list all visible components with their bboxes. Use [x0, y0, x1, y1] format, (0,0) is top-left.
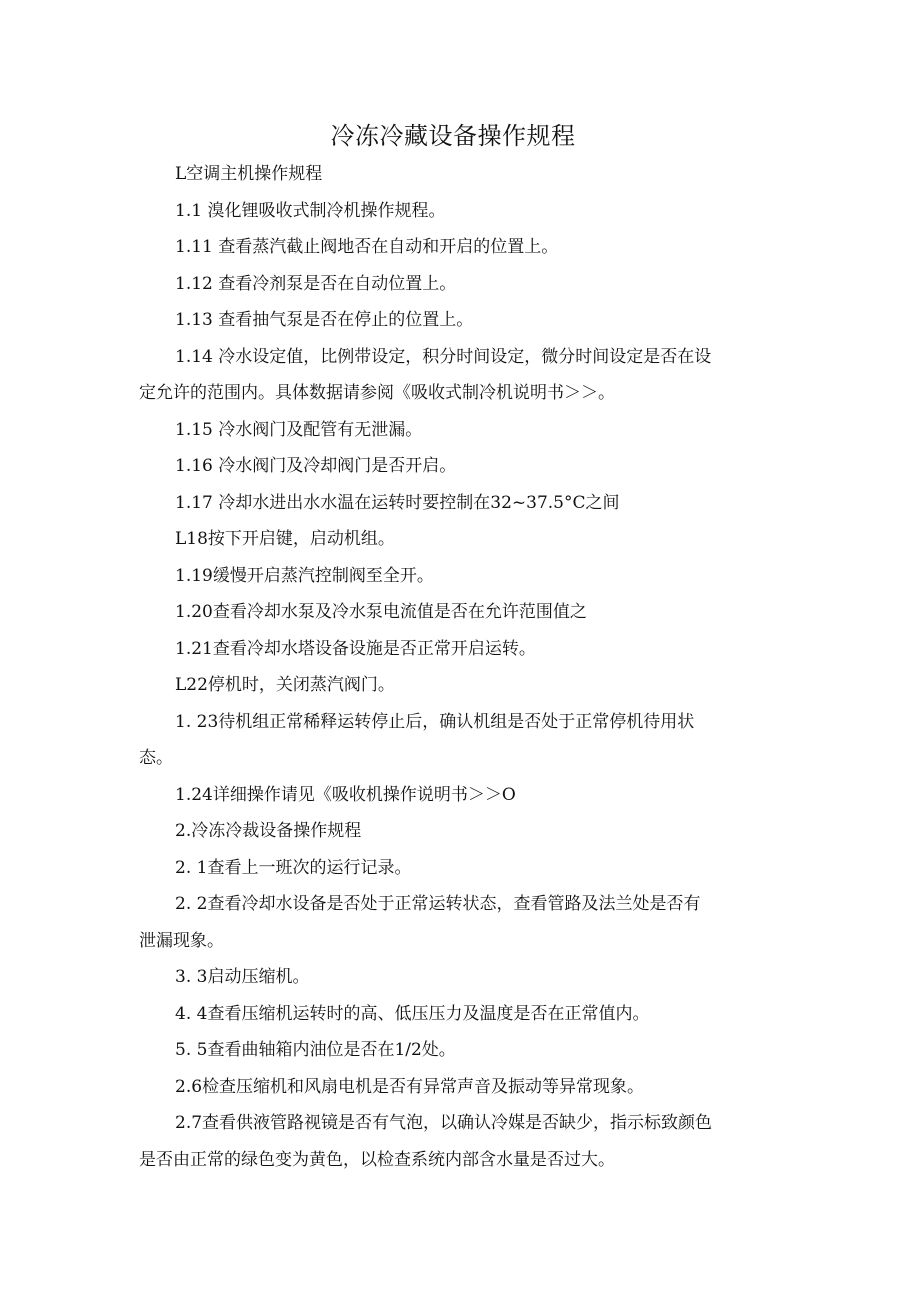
- paragraph: [139, 1032, 761, 1069]
- paragraph-line: 3. 3启动压缩机。: [175, 967, 310, 987]
- paragraph-line: 2. 2查看冷却水设备是否处于正常运转状态，查看管路及法兰处是否有: [175, 894, 701, 914]
- paragraph-line: 1.21查看冷却水塔设备设施是否正常开启运转。: [175, 638, 536, 659]
- paragraph: [139, 448, 761, 485]
- paragraph: [139, 667, 761, 704]
- paragraph: [139, 302, 761, 339]
- paragraph-line: 4. 4查看压缩机运转时的高、低压压力及温度是否在正常值内。: [175, 1003, 650, 1024]
- paragraph-line: 1.20查看冷却水泵及冷水泵电流值是否在允许范围值之: [175, 602, 587, 622]
- paragraph-line: 1.15 冷水阀门及配管有无泄漏。: [175, 419, 423, 440]
- paragraph: [139, 594, 761, 631]
- paragraph-line: 1.24详细操作请见《吸收机操作说明书＞＞O: [175, 784, 516, 805]
- paragraph: [139, 193, 761, 230]
- paragraph-line: 1.16 冷水阀门及冷却阀门是否开启。: [175, 456, 457, 476]
- paragraph-line: 2.冷冻冷裁设备操作规程: [175, 821, 362, 841]
- paragraph: [139, 813, 761, 850]
- paragraph: [139, 850, 761, 887]
- paragraph: [139, 1105, 761, 1178]
- paragraph: [139, 777, 761, 814]
- paragraph-continuation-line: 泄漏现象。: [139, 930, 224, 951]
- paragraph-line: 2. 1查看上一班次的运行记录。: [175, 857, 412, 878]
- paragraph-continuation-line: 态。: [139, 748, 173, 768]
- paragraph: [139, 485, 761, 522]
- paragraph: [139, 631, 761, 668]
- paragraph-line: 1.19缓慢开启蒸汽控制阀至全开。: [175, 565, 434, 586]
- paragraph: [139, 886, 761, 959]
- paragraph: [139, 521, 761, 558]
- paragraph-line: L22停机时，关闭蒸汽阀门。: [175, 675, 395, 695]
- paragraph-line: 2.7查看供液管路视镜是否有气泡，以确认冷媒是否缺少，指示标致颜色: [175, 1113, 713, 1133]
- paragraph: [139, 704, 761, 777]
- paragraph-line: 1. 23待机组正常稀释运转停止后，确认机组是否处于正常停机待用状: [175, 711, 695, 732]
- paragraph-continuation-line: 是否由正常的绿色变为黄色，以检查系统内部含水量是否过大。: [139, 1149, 615, 1170]
- document-title: 冷冻冷藏设备操作规程: [330, 122, 576, 150]
- paragraph-line: L18按下开启键，启动机组。: [175, 529, 395, 549]
- paragraph: [139, 412, 761, 449]
- paragraph-continuation-line: 定允许的范围内。具体数据请参阅《吸收式制冷机说明书＞＞。: [139, 383, 615, 403]
- paragraph: [139, 339, 761, 412]
- paragraph: [139, 959, 761, 996]
- paragraph-line: 5. 5查看曲轴箱内油位是否在1/2处。: [175, 1040, 456, 1060]
- paragraph: [139, 1069, 761, 1106]
- paragraph: [139, 996, 761, 1033]
- paragraph-line: 1.11 查看蒸汽截止阀地否在自动和开启的位置上。: [175, 237, 559, 257]
- paragraph: [139, 558, 761, 595]
- document-body: [139, 156, 761, 1178]
- paragraph-line: 1.14 冷水设定值，比例带设定，积分时间设定，微分时间设定是否在设: [175, 346, 712, 367]
- paragraph-line: 1.13 查看抽气泵是否在停止的位置上。: [175, 310, 474, 330]
- paragraph-line: 2.6检查压缩机和风扇电机是否有异常声音及振动等异常现象。: [175, 1076, 645, 1097]
- paragraph-line: 1.17 冷却水进出水水温在运转时要控制在32~37.5°C之间: [175, 492, 620, 513]
- paragraph-line: L空调主机操作规程: [175, 164, 323, 184]
- paragraph-line: 1.12 查看冷剂泵是否在自动位置上。: [175, 273, 457, 294]
- paragraph: [139, 156, 761, 193]
- paragraph: [139, 229, 761, 266]
- paragraph: [139, 266, 761, 303]
- paragraph-line: 1.1 溴化锂吸收式制冷机操作规程。: [175, 200, 446, 221]
